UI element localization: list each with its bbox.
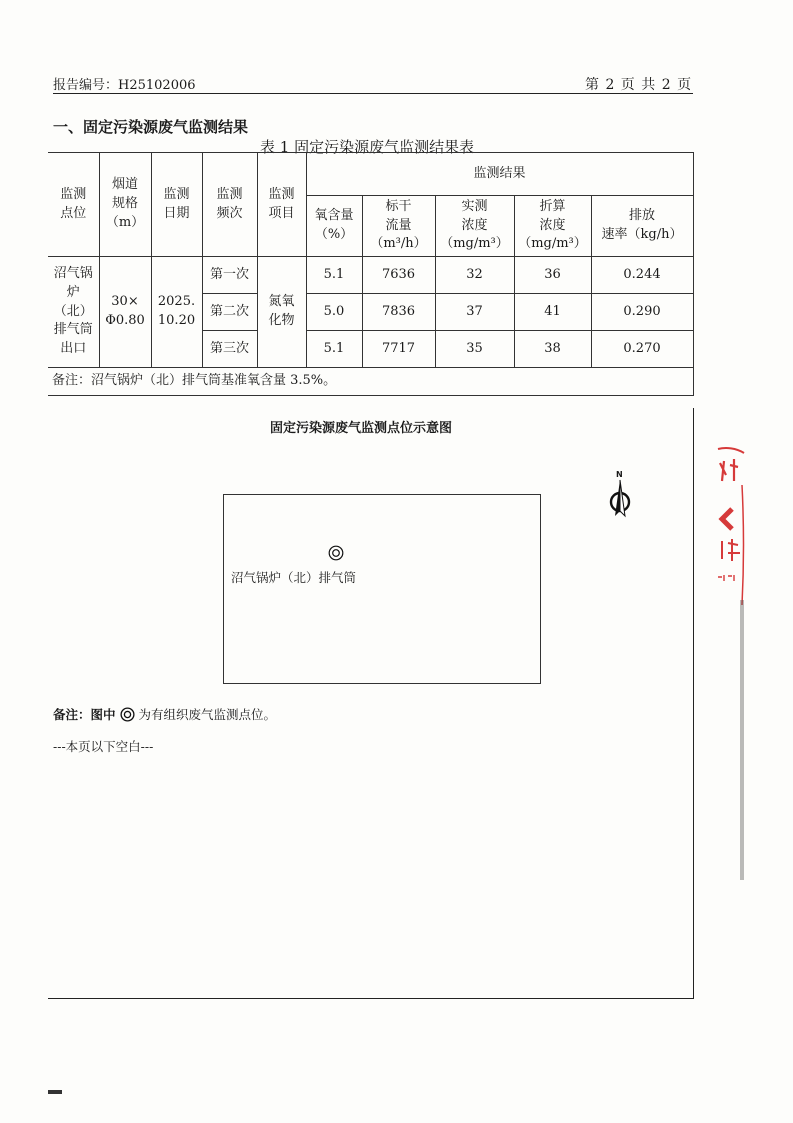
cell-measured: 37	[435, 294, 514, 331]
point-label: 沼气锅炉（北）排气筒	[231, 570, 357, 585]
cell-converted: 36	[514, 257, 591, 294]
diagram-note	[53, 705, 276, 723]
header-results-group: 监测结果	[306, 153, 693, 196]
cell-item: 氮氧 化物	[257, 257, 306, 368]
page-info: 第 2 页 共 2 页	[585, 77, 693, 93]
site-boundary	[223, 494, 541, 684]
north-label: N	[616, 470, 623, 479]
table-note: 备注：沼气锅炉（北）排气筒基准氧含量 3.5%。	[48, 368, 693, 396]
header-flow: 标干 流量 （m³/h）	[362, 196, 435, 257]
diagram-note-suffix: 为有组织废气监测点位。	[138, 707, 276, 722]
cell-measured: 35	[435, 331, 514, 368]
header-frequency: 监测 频次	[202, 153, 257, 257]
cell-chimney: 30× Φ0.80	[99, 257, 151, 368]
header-point: 监测 点位	[48, 153, 99, 257]
cell-rate: 0.290	[591, 294, 693, 331]
header-oxygen: 氧含量 （%）	[306, 196, 362, 257]
cell-converted: 38	[514, 331, 591, 368]
cell-rate: 0.270	[591, 331, 693, 368]
diagram-note-prefix: 备注：图中	[53, 707, 116, 722]
cell-date: 2025. 10.20	[151, 257, 202, 368]
header-measured: 实测 浓度 （mg/m³）	[435, 196, 514, 257]
table-row	[48, 257, 693, 294]
double-circle-icon	[120, 707, 135, 722]
table-title: 表 1 固定污染源废气监测结果表	[260, 138, 475, 156]
cell-rate: 0.244	[591, 257, 693, 294]
report-number: 报告编号：H25102006	[53, 78, 196, 93]
header-converted: 折算 浓度 （mg/m³）	[514, 196, 591, 257]
header-chimney: 烟道 规格 （m）	[99, 153, 151, 257]
cell-flow: 7836	[362, 294, 435, 331]
header-divider	[53, 93, 693, 94]
diagram-title: 固定污染源废气监测点位示意图	[270, 421, 453, 436]
header-date: 监测 日期	[151, 153, 202, 257]
cell-oxygen: 5.1	[306, 257, 362, 294]
cell-converted: 41	[514, 294, 591, 331]
header-item: 监测 项目	[257, 153, 306, 257]
cell-oxygen: 5.1	[306, 331, 362, 368]
blank-page-note: ---本页以下空白---	[53, 739, 154, 754]
cell-frequency: 第三次	[202, 331, 257, 368]
cell-flow: 7717	[362, 331, 435, 368]
seal-stamp	[712, 445, 746, 615]
cell-frequency: 第二次	[202, 294, 257, 331]
cell-frequency: 第一次	[202, 257, 257, 294]
cell-flow: 7636	[362, 257, 435, 294]
scan-edge	[740, 600, 744, 880]
results-table	[48, 152, 694, 396]
north-arrow-icon	[606, 470, 634, 522]
double-circle-icon	[328, 545, 344, 561]
cell-oxygen: 5.0	[306, 294, 362, 331]
header-rate: 排放 速率（kg/h）	[591, 196, 693, 257]
scan-edge	[48, 1090, 62, 1094]
cell-measured: 32	[435, 257, 514, 294]
cell-point: 沼气锅 炉（北） 排气筒 出口	[48, 257, 99, 368]
section-title: 一、固定污染源废气监测结果	[53, 118, 249, 136]
